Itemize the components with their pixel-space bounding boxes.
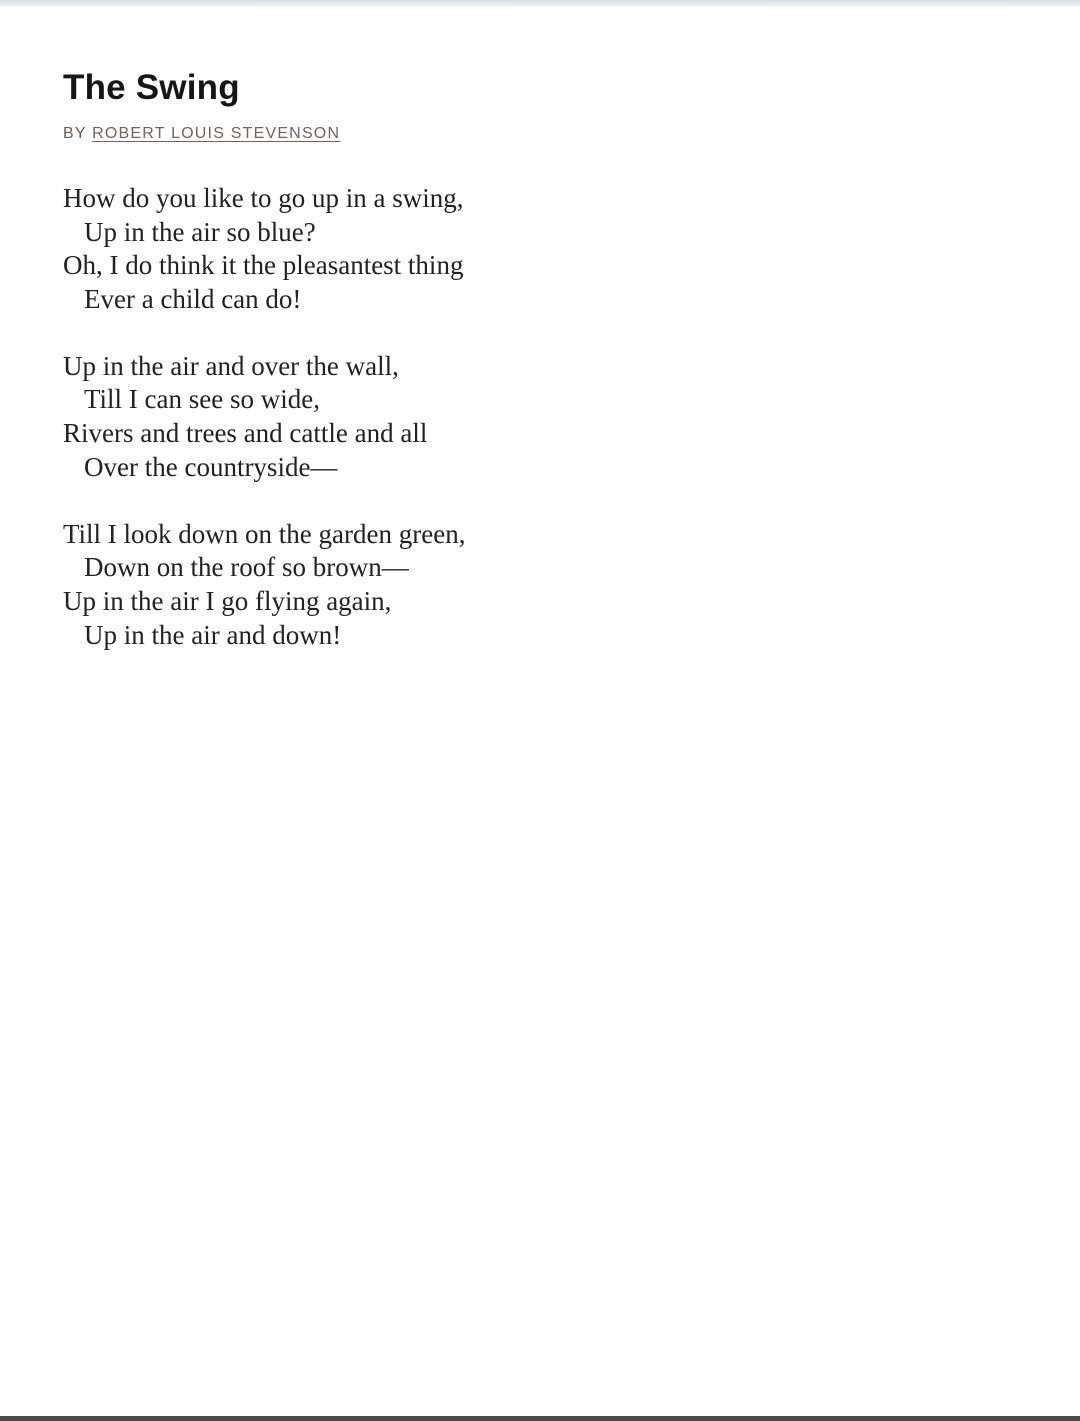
poem-title: The Swing: [63, 68, 240, 107]
poem-line: Down on the roof so brown—: [84, 552, 409, 583]
poem-page: [63, 64, 763, 686]
poem-line: Up in the air and down!: [84, 619, 342, 650]
stanza-1: [63, 182, 763, 316]
poem-line: Till I look down on the garden green,: [63, 518, 466, 549]
page-top-edge: [0, 0, 1080, 6]
poem-line: How do you like to go up in a swing,: [63, 183, 464, 213]
author-link[interactable]: ROBERT LOUIS STEVENSON: [92, 125, 341, 142]
poem-line: Rivers and trees and cattle and all: [63, 418, 428, 449]
poem-line: Till I can see so wide,: [84, 384, 320, 415]
poem-line: Ever a child can do!: [84, 283, 302, 314]
poem-line: Up in the air so blue?: [84, 216, 316, 247]
poem-line: Oh, I do think it the pleasantest thing: [63, 250, 464, 281]
stanza-3: [63, 518, 763, 652]
poem-line: Up in the air and over the wall,: [63, 350, 399, 381]
poem-body: [63, 182, 763, 652]
byline-prefix: BY: [63, 125, 87, 142]
byline: [63, 123, 763, 145]
page-bottom-edge: [0, 1416, 1080, 1421]
stanza-2: [63, 350, 763, 484]
poem-line: Over the countryside—: [84, 451, 338, 482]
poem-line: Up in the air I go flying again,: [63, 585, 392, 616]
